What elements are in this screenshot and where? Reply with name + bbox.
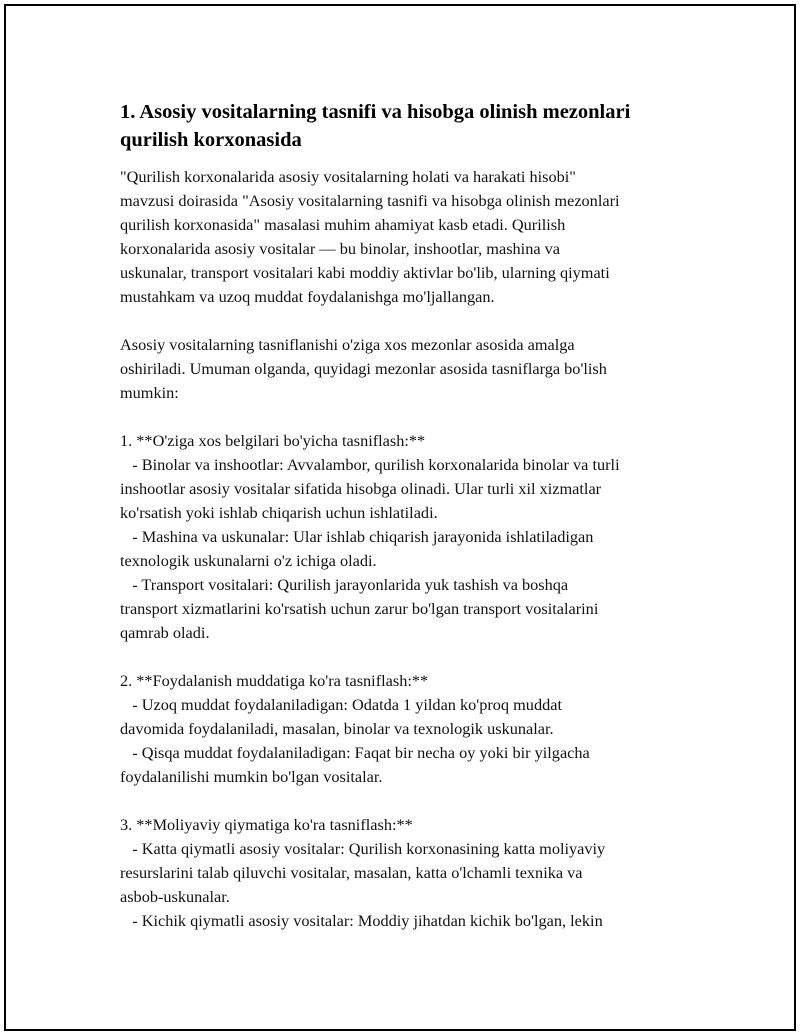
paragraph-line: asbob-uskunalar. [120,887,230,906]
paragraph-line: 3. **Moliyaviy qiymatiga ko'ra tasniflash:** [120,815,413,834]
paragraph-gap [120,309,700,333]
paragraph-line: oshiriladi. Umuman olganda, quyidagi mezonlar asosida tasniflarga bo'lish [120,359,607,378]
paragraph-line: ko'rsatish yoki ishlab chiqarish uchun ishlatiladi. [120,503,438,522]
paragraph-gap [120,789,700,813]
paragraph-line: - Qisqa muddat foydalaniladigan: Faqat bir necha oy yoki bir yilgacha [120,743,590,762]
document-title [120,98,700,154]
paragraph-line: - Uzoq muddat foydalaniladigan: Odatda 1 yildan ko'proq muddat [120,695,562,714]
paragraph-line: texnologik uskunalarni o'z ichiga oladi. [120,551,377,570]
paragraph-line: - Kichik qiymatli asosiy vositalar: Moddiy jihatdan kichik bo'lgan, lekin [120,911,603,930]
paragraph [120,669,700,789]
paragraph-line: - Transport vositalari: Qurilish jarayonlarida yuk tashish va boshqa [120,575,569,594]
paragraph-line: mustahkam va uzoq muddat foydalanishga mo'ljallangan. [120,287,495,306]
document-page [4,4,796,1031]
paragraph-line: mumkin: [120,383,179,402]
paragraph-line: - Mashina va uskunalar: Ular ishlab chiqarish jarayonida ishlatiladigan [120,527,594,546]
paragraph-line: uskunalar, transport vositalari kabi moddiy aktivlar bo'lib, ularning qiymati [120,263,610,282]
paragraph-line: - Binolar va inshootlar: Avvalambor, qurilish korxonalarida binolar va turli [120,455,620,474]
paragraph-line: resurslarini talab qiluvchi vositalar, masalan, katta o'lchamli texnika va [120,863,583,882]
paragraph [120,813,700,933]
paragraph [120,429,700,645]
paragraph-line: qurilish korxonasida" masalasi muhim ahamiyat kasb etadi. Qurilish [120,215,566,234]
paragraph-line: 2. **Foydalanish muddatiga ko'ra tasniflash:** [120,671,429,690]
document-content [120,98,700,933]
title-line-2: qurilish korxonasida [120,129,302,151]
paragraph-line: davomida foydalaniladi, masalan, binolar va texnologik uskunalar. [120,719,554,738]
paragraph-line: inshootlar asosiy vositalar sifatida hisobga olinadi. Ular turli xil xizmatlar [120,479,602,498]
paragraph-line: qamrab oladi. [120,623,210,642]
paragraph-line: korxonalarida asosiy vositalar — bu binolar, inshootlar, mashina va [120,239,560,258]
paragraph-line: mavzusi doirasida "Asosiy vositalarning tasnifi va hisobga olinish mezonlari [120,191,620,210]
paragraph-gap [120,645,700,669]
paragraph-line: transport xizmatlarini ko'rsatish uchun zarur bo'lgan transport vositalarini [120,599,599,618]
paragraph-line: "Qurilish korxonalarida asosiy vositalarning holati va harakati hisobi" [120,167,576,186]
paragraph-line: - Katta qiymatli asosiy vositalar: Qurilish korxonasining katta moliyaviy [120,839,606,858]
paragraph-line: 1. **O'ziga xos belgilari bo'yicha tasniflash:** [120,431,426,450]
title-line-1: 1. Asosiy vositalarning tasnifi va hisobga olinish mezonlari [120,101,631,123]
paragraph-line: foydalanilishi mumkin bo'lgan vositalar. [120,767,383,786]
paragraph-gap [120,405,700,429]
paragraph-line: Asosiy vositalarning tasniflanishi o'ziga xos mezonlar asosida amalga [120,335,575,354]
paragraph [120,165,700,309]
document-body [120,165,700,933]
paragraph [120,333,700,405]
